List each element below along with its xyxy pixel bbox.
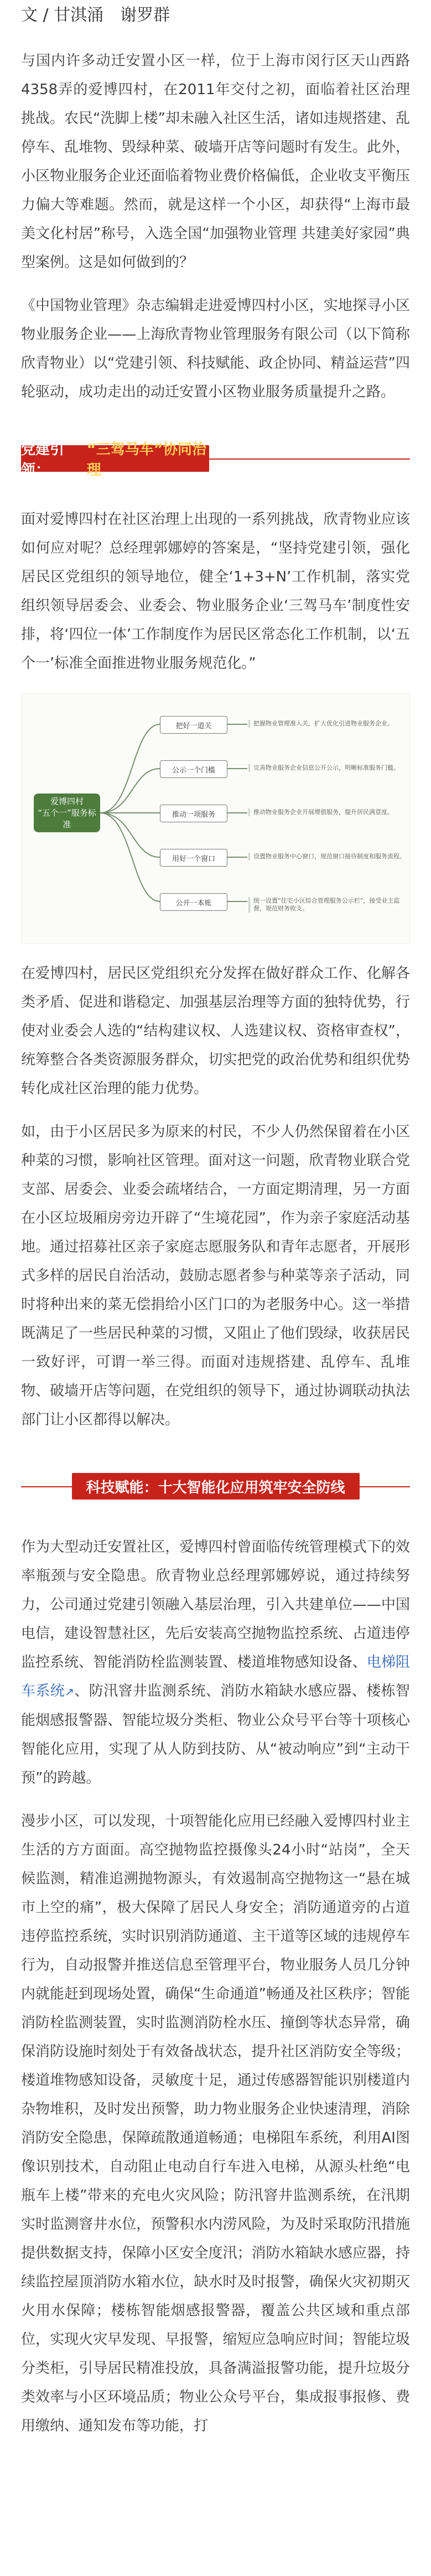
intro-paragraph-2: 《中国物业管理》杂志编辑走进爱博四村小区，实地探寻小区物业服务企业——上海欣青物业管理服务有限公司（以下简称欣青物业）以“党建引领、科技赋能、政企协同、精益运营”四轮驱动，成功走出的动迁安置小区物业服务质量提升之路。: [21, 297, 410, 400]
mindmap-branch: 把好一道关: [160, 716, 227, 734]
mindmap-branch: 公示一个门槛: [160, 760, 227, 778]
section2-text-before-link: 作为大型动迁安置社区，爱博四村曾面临传统管理模式下的效率瓶颈与安全隐患。欣青物业总经理郭娜婷说，通过持续努力，公司通过党建引领融入基层治理，引入共建单位——中国电信，建设智慧社区，先后安装高空抛物监控系统、占道违停监控系统、智能消防栓监测装置、楼道堆物感知设备、: [21, 1539, 410, 1671]
mindmap-root: 爱博四村 “五个一”服务标准: [34, 794, 100, 832]
mindmap-branch: 公开一本账: [160, 893, 227, 911]
heading-highlight: “三驾马车”协同治理: [86, 441, 206, 478]
mindmap-five-standards: [21, 693, 410, 944]
heading-tab: 科技赋能：十大智能化应用筑牢安全防线: [72, 1473, 360, 1500]
section1-paragraph-2: 在爱博四村，居民区党组织充分发挥在做好群众工作、化解各类矛盾、促进和谐稳定、加强基层治理等方面的独特优势，行使对业委会人选的“结构建议权、人选建议权、资格审查权”，统筹整合各类资源服务群众，切实把党的政治优势和组织优势转化成社区治理的能力优势。: [21, 965, 410, 1097]
section2-text-after-link: 、防汛窨井监测系统、消防水箱缺水感应器、楼栋智能烟感报警器、智能垃圾分类柜、物业公众号平台等十项核心智能化应用，实现了从人防到技防、从“被动响应”到“主动干预”的跨越。: [21, 1683, 410, 1786]
elevator-system-link-text: 电梯阻车系统: [21, 1654, 410, 1699]
section1-paragraph-3: 如，由于小区居民多为原来的村民，不少人仍然保留着在小区种菜的习惯，影响社区管理。面对这一问题，欣青物业联合党支部、居委会、业委会疏堵结合，一方面定期清理，另一方面在小区垃圾厢房旁边开辟了“生境花园”，作为亲子家庭活动基地。通过招募社区亲子家庭志愿服务队和青年志愿者，开展形式多样的居民自治活动，鼓励志愿者参与种菜等亲子活动，同时将种出来的菜无偿捐给小区门口的为老服务中心。这一举措既满足了一些居民种菜的习惯，又阻止了他们毁绿，收获居民一致好评，可谓一举三得。而面对违规搭建、乱停车、乱堆物、破墙开店等问题，在党组织的领导下，通过协调联动执法部门让小区都得以解决。: [21, 1124, 410, 1428]
mindmap-branch-desc: 完善物业服务企业信息公开公示，明晰标准服务门槛。: [248, 764, 408, 772]
mindmap-branch: 推动一项服务: [160, 805, 227, 822]
byline: 文 / 甘淇涌 谢罗群: [21, 6, 170, 25]
mindmap-branch-desc: 推动物业服务企业开展增值服务，提升居民满意度。: [248, 808, 408, 816]
section-heading-tech: [21, 1456, 410, 1518]
section2-paragraph-1: [21, 1533, 410, 1792]
section-heading-party-building: [21, 429, 410, 491]
mindmap-branch: 用好一个窗口: [160, 849, 227, 867]
heading-tab: [21, 441, 209, 478]
external-link-icon: ↗: [65, 1685, 74, 1698]
section2-paragraph-2: 漫步小区，可以发现，十项智能化应用已经融入爱博四村业主生活的方方面面。高空抛物监控摄像头24小时“站岗”，全天候监测，精准追溯抛物源头，有效遏制高空抛物这一“悬在城市上空的痛”，极大保障了居民人身安全；消防通道旁的占道违停监控系统，实时识别消防通道、主干道等区域的违规停车行为，自动报警并推送信息至管理平台，物业服务人员几分钟内就能赶到现场处置，确保“生命通道”畅通及社区秩序；智能消防栓监测装置，实时监测消防栓水压、撞倒等状态异常，确保消防设施时刻处于有效备战状态，提升社区消防安全等级；楼道堆物感知设备，灵敏度十足，通过传感器智能识别楼道内杂物堆积，及时发出预警，助力物业服务企业快速清理，消除消防安全隐患，保障疏散通道畅通；电梯阻车系统，利用AI图像识别技术，自动阻止电动自行车进入电梯，从源头杜绝“电瓶车上楼”带来的充电火灾风险；防汛窨井监测系统，在汛期实时监测窨井水位，预警积水内涝风险，为及时采取防汛措施提供数据支持，保障小区安全度汛；消防水箱缺水感应器，持续监控屋顶消防水箱水位，缺水时及时报警，确保火灾初期灭火用水保障；楼栋智能烟感报警器，覆盖公共区域和重点部位，实现火灾早发现、早报警，缩短应急响应时间；智能垃圾分类柜，引导居民精准投放，具备满溢报警功能，提升垃圾分类效率与小区环境品质；物业公众号平台，集成报事报修、费用缴纳、通知发布等功能，打: [21, 1813, 410, 2434]
mindmap-branch-desc: 统一设置“住宅小区综合管理服务公示栏”，接受业主监督，规范财务收支。: [248, 897, 408, 913]
mindmap-branch-desc: 设置物业服务中心窗口，规范窗口接待制度和服务流程。: [248, 853, 408, 861]
intro-paragraph-1: 与国内许多动迁安置小区一样，位于上海市闵行区天山西路4358弄的爱博四村，在2011年交付之初，面临着社区治理挑战。农民“洗脚上楼”却未融入社区生活，诸如违规搭建、乱停车、乱堆物、毁绿种菜、破墙开店等问题时有发生。此外，小区物业服务企业还面临着物业费价格偏低，企业收支平衡压力偏大等难题。然而，就是这样一个小区，却获得“上海市最美文化村居”称号，入选全国“加强物业管理 共建美好家园”典型案例。这是如何做到的？: [21, 53, 410, 271]
heading-prefix: 党建引领：: [21, 441, 65, 478]
mindmap-branch-desc: 把握物业管理准入关，扩大优化引进物业服务企业。: [248, 720, 408, 728]
section1-paragraph-1: 面对爱博四村在社区治理上出现的一系列挑战，欣青物业应该如何应对呢？总经理郭娜婷的答案是，“坚持党建引领，强化居民区党组织的领导地位，健全‘1+3+N’工作机制，落实党组织领导居委会、业委会、物业服务企业‘三驾马车’制度性安排，将‘四位一体’工作制度作为居民区常态化工作机制，以‘五个一’标准全面推进物业服务规范化。”: [21, 511, 410, 672]
